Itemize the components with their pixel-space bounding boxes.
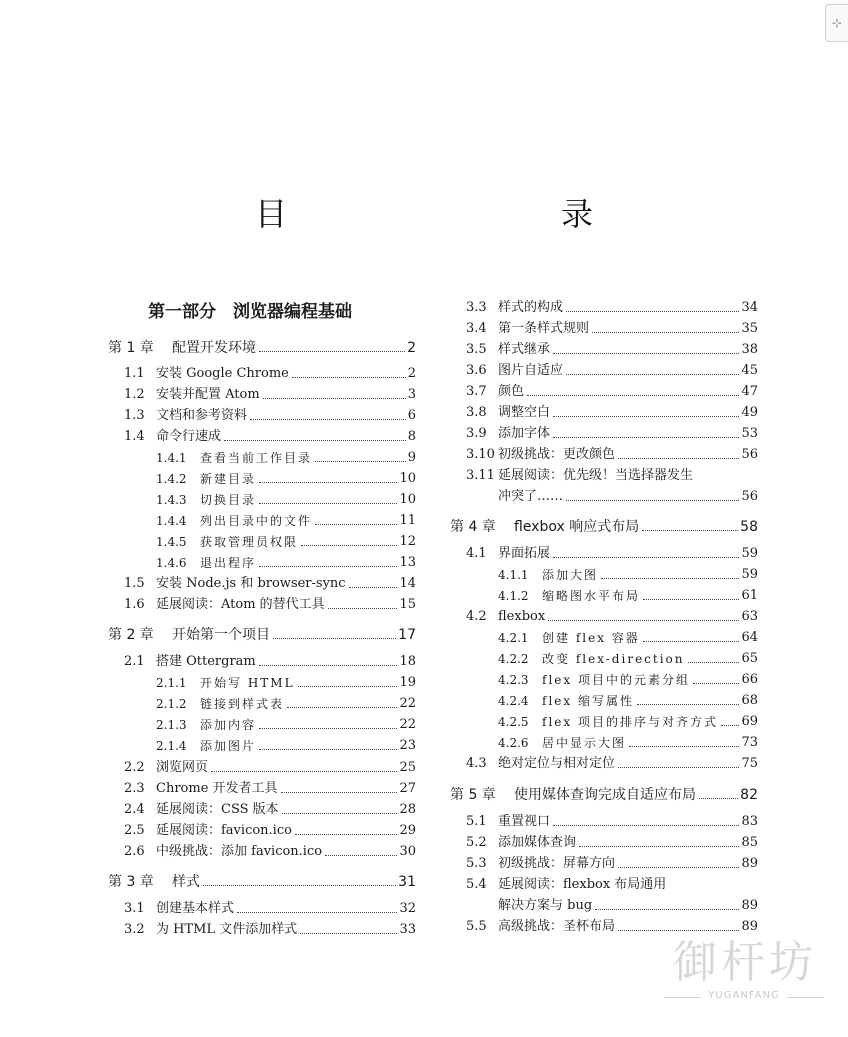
toc-entry-number: 3.3: [466, 300, 487, 315]
toc-entry-title: Chrome 开发者工具: [156, 781, 278, 796]
toc-entry-title: 文档和参考资料: [156, 408, 248, 423]
toc-entry-page: 65: [741, 651, 758, 666]
toc-entry-title: 浏览网页: [156, 760, 209, 775]
toc-leader-dots: [203, 885, 396, 886]
part-title: 第一部分 浏览器编程基础: [148, 302, 352, 322]
toc-entry-title: 缩略图水平布局: [542, 589, 641, 603]
toc-entry-title: 延展阅读：flexbox 布局通用: [498, 877, 667, 892]
toc-entry-cont: [450, 488, 758, 506]
toc-entry-number: 1.5: [124, 576, 145, 591]
toc-entry-title: 安装 Google Chrome: [156, 366, 289, 381]
toc-leader-dots: [548, 620, 739, 621]
toc-entry-sub: [108, 554, 416, 572]
toc-entry-number: 1.4.2: [156, 472, 187, 486]
toc-entry-number: 第 5 章: [450, 787, 496, 803]
toc-entry-number: 第 2 章: [108, 627, 154, 643]
toc-entry-title: 查看当前工作目录: [200, 451, 313, 465]
toc-entry-sec: [108, 921, 416, 939]
toc-entry-number: 2.1: [124, 654, 145, 669]
toc-entry-number: 第 4 章: [450, 519, 496, 535]
toc-entry-title: 切换目录: [200, 493, 257, 507]
toc-leader-dots: [629, 746, 739, 747]
toc-entry-sec: [450, 446, 758, 464]
toc-entry-title: 列出目录中的文件: [200, 514, 313, 528]
toc-entry-page: 82: [740, 787, 758, 803]
toc-entry-page: 58: [740, 519, 758, 535]
toc-entry-page: 10: [399, 492, 416, 507]
toc-entry-title: flex 项目的排序与对齐方式: [542, 715, 718, 729]
toc-entry-page: 66: [741, 672, 758, 687]
toc-entry-sec: [450, 404, 758, 422]
toc-entry-page: 6: [407, 408, 416, 423]
toc-leader-dots: [579, 846, 739, 847]
toc-leader-dots: [553, 353, 739, 354]
toc-entry-title: 中级挑战：添加 favicon.ico: [156, 844, 323, 859]
toc-entry-cont: [450, 897, 758, 915]
toc-entry-number: 3.2: [124, 922, 145, 937]
toc-entry-sec: [108, 801, 416, 819]
toc-entry-number: 4.2.6: [498, 736, 529, 750]
toc-leader-dots: [699, 798, 738, 799]
toc-entry-title: 添加字体: [498, 426, 551, 441]
toc-entry-page: 10: [399, 471, 416, 486]
toc-entry-number: 5.1: [466, 814, 487, 829]
toc-entry-sec: [108, 596, 416, 614]
toc-leader-dots: [595, 909, 739, 910]
toc-entry-page: 9: [407, 450, 416, 465]
toc-entry-page: 68: [741, 693, 758, 708]
toc-entry-title: 样式继承: [498, 342, 551, 357]
toc-leader-dots: [637, 704, 739, 705]
toc-entry-title: 居中显示大图: [542, 736, 627, 750]
toc-entry-chap: [108, 339, 416, 357]
toc-entry-title: 安装 Node.js 和 browser-sync: [156, 576, 346, 591]
toc-entry-chap: [108, 873, 416, 891]
toc-entry-sub: [108, 449, 416, 467]
toc-entry-page: 32: [399, 901, 416, 916]
toc-entry-sub: [450, 650, 758, 668]
toc-leader-dots: [301, 545, 397, 546]
toc-entry-sub: [108, 512, 416, 530]
toc-entry-title: 绝对定位与相对定位: [498, 756, 616, 771]
toc-entry-page: 23: [399, 738, 416, 753]
toc-leader-dots: [298, 686, 398, 687]
toc-entry-title: 命令行速成: [156, 429, 222, 444]
toc-entry-sub: [108, 533, 416, 551]
toc-entry-sec: [450, 299, 758, 317]
toc-entry-sec: [450, 813, 758, 831]
toc-entry-page: 47: [741, 384, 758, 399]
toc-entry-title: 高级挑战：圣杯布局: [498, 919, 616, 934]
toc-entry-number: 1.6: [124, 597, 145, 612]
toc-entry-page: 19: [399, 675, 416, 690]
toc-leader-dots: [643, 641, 740, 642]
toc-entry-sec: [450, 755, 758, 773]
toc-leader-dots: [287, 707, 397, 708]
toc-leader-dots: [295, 834, 398, 835]
toc-entry-title: 延展阅读：favicon.ico: [156, 823, 292, 838]
toc-entry-page: 11: [399, 513, 416, 528]
toc-entry-number: 4.3: [466, 756, 487, 771]
toc-entry-sec: [108, 428, 416, 446]
toc-entry-page: 31: [398, 874, 416, 890]
toc-entry-number: 1.3: [124, 408, 145, 423]
toc-entry-sec: [108, 900, 416, 918]
toc-entry-number: 5.2: [466, 835, 487, 850]
toc-entry-title: 链接到样式表: [200, 697, 285, 711]
toc-entry-page: 2: [407, 340, 416, 356]
toc-leader-dots: [259, 351, 405, 352]
toc-leader-dots: [693, 683, 739, 684]
toc-entry-sub: [450, 671, 758, 689]
toc-entry-page: 89: [741, 919, 758, 934]
toc-entry-title: 图片自适应: [498, 363, 564, 378]
toc-leader-dots: [721, 725, 739, 726]
toc-entry-page: 49: [741, 405, 758, 420]
toc-entry-number: 1.1: [124, 366, 145, 381]
toc-entry-sec: [450, 855, 758, 873]
toc-entry-number: 3.8: [466, 405, 487, 420]
toc-entry-title: 开始写 HTML: [200, 676, 295, 690]
toc-leader-dots: [211, 771, 397, 772]
toc-entry-sec: [108, 822, 416, 840]
toc-entry-title: 新建目录: [200, 472, 257, 486]
toc-entry-sub: [108, 716, 416, 734]
toc-entry-page: 35: [741, 321, 758, 336]
toc-leader-dots: [618, 767, 739, 768]
toc-entry-number: 3.5: [466, 342, 487, 357]
toc-entry-sec: [108, 365, 416, 383]
toc-entry-sec: [108, 653, 416, 671]
toc-entry-page: 18: [399, 654, 416, 669]
toc-entry-page: 30: [399, 844, 416, 859]
toc-leader-dots: [618, 867, 739, 868]
toc-leader-dots: [553, 825, 739, 826]
toc-leader-dots: [643, 599, 739, 600]
toc-leader-dots: [592, 332, 739, 333]
toc-entry-number: 3.4: [466, 321, 487, 336]
toc-entry-title: 解决方案与 bug: [498, 898, 593, 913]
toc-entry-number: 5.3: [466, 856, 487, 871]
toc-entry-title: 样式: [172, 874, 200, 890]
toc-leader-dots: [315, 524, 397, 525]
toc-entry-page: 22: [399, 717, 416, 732]
toc-entry-page: 63: [741, 609, 758, 624]
toc-entry-title: 调整空白: [498, 405, 551, 420]
toc-entry-number: 1.4.1: [156, 451, 187, 465]
toc-entry-number: 4.1.2: [498, 589, 529, 603]
toc-leader-dots: [325, 855, 397, 856]
toc-entry-page: 3: [407, 387, 416, 402]
toc-leader-dots: [553, 416, 739, 417]
toc-entry-sec: [450, 545, 758, 563]
toc-entry-title: flexbox: [498, 609, 546, 624]
toc-entry-number: 5.5: [466, 919, 487, 934]
toc-leader-dots: [250, 419, 406, 420]
toc-entry-number: 2.3: [124, 781, 145, 796]
toc-entry-number: 5.4: [466, 877, 487, 892]
toc-entry-sub: [450, 587, 758, 605]
expand-button[interactable]: [825, 4, 848, 42]
toc-entry-chap: [450, 786, 758, 804]
toc-entry-page: 29: [399, 823, 416, 838]
toc-entry-title: 开始第一个项目: [172, 627, 270, 643]
toc-entry-number: 4.2.5: [498, 715, 529, 729]
toc-entry-number: 4.2.2: [498, 652, 529, 666]
toc-leader-dots: [688, 662, 740, 663]
toc-entry-sec: [450, 425, 758, 443]
toc-entry-title: flexbox 响应式布局: [514, 519, 640, 535]
toc-entry-number: 4.1.1: [498, 568, 529, 582]
toc-entry-number: 4.2.4: [498, 694, 529, 708]
watermark-logo: 御杆坊: [673, 937, 817, 988]
toc-entry-sec: [450, 383, 758, 401]
toc-entry-sub: [450, 566, 758, 584]
toc-entry-page: 53: [741, 426, 758, 441]
toc-leader-dots: [300, 933, 397, 934]
toc-entry-page: 27: [399, 781, 416, 796]
toc-leader-dots: [259, 749, 397, 750]
toc-entry-title: 重置视口: [498, 814, 551, 829]
watermark-rule-left: [664, 997, 700, 998]
toc-entry-page: 2: [407, 366, 416, 381]
toc-entry-sub: [450, 734, 758, 752]
toc-leader-dots: [259, 503, 397, 504]
toc-entry-sec: [450, 341, 758, 359]
toc-entry-number: 3.10: [466, 447, 495, 462]
toc-entry-title: 界面拓展: [498, 546, 551, 561]
toc-entry-title: 样式的构成: [498, 300, 564, 315]
toc-entry-sec: [450, 320, 758, 338]
toc-entry-sec: [108, 575, 416, 593]
toc-entry-page: 73: [741, 735, 758, 750]
toc-entry-title: 初级挑战：屏幕方向: [498, 856, 616, 871]
toc-entry-title: 创建基本样式: [156, 901, 235, 916]
toc-leader-dots: [349, 587, 398, 588]
toc-entry-number: 2.6: [124, 844, 145, 859]
toc-entry-sec: [108, 407, 416, 425]
toc-entry-number: 1.4.5: [156, 535, 187, 549]
toc-entry-title: 安装并配置 Atom: [156, 387, 260, 402]
toc-leader-dots: [315, 461, 406, 462]
toc-entry-number: 2.2: [124, 760, 145, 775]
toc-entry-sec: [108, 780, 416, 798]
toc-entry-number: 1.4.6: [156, 556, 187, 570]
toc-entry-number: 3.7: [466, 384, 487, 399]
toc-entry-title: 改变 flex-direction: [542, 652, 685, 666]
toc-entry-title: 颜色: [498, 384, 525, 399]
toc-leader-dots: [553, 557, 739, 558]
toc-entry-number: 2.1.2: [156, 697, 187, 711]
toc-entry-page: 28: [399, 802, 416, 817]
toc-entry-sub: [108, 674, 416, 692]
toc-entry-number: 2.1.3: [156, 718, 187, 732]
toc-entry-title: 搭建 Ottergram: [156, 654, 256, 669]
toc-entry-title: 为 HTML 文件添加样式: [156, 922, 298, 937]
toc-entry-number: 2.1.1: [156, 676, 187, 690]
expand-icon: ⊹: [831, 16, 843, 30]
toc-leader-dots: [281, 792, 398, 793]
toc-entry-title: 创建 flex 容器: [542, 631, 640, 645]
toc-entry-page: 61: [741, 588, 758, 603]
toc-entry-chap: [450, 518, 758, 536]
toc-entry-number: 3.9: [466, 426, 487, 441]
toc-entry-title: 添加图片: [200, 739, 257, 753]
toc-entry-title: flex 缩写属性: [542, 694, 634, 708]
toc-leader-dots: [282, 813, 398, 814]
toc-entry-page: 33: [399, 922, 416, 937]
toc-entry-sub: [450, 629, 758, 647]
toc-entry-title: 延展阅读：CSS 版本: [156, 802, 279, 817]
toc-leader-dots: [224, 440, 406, 441]
toc-leader-dots: [259, 566, 397, 567]
toc-entry-page: 45: [741, 363, 758, 378]
toc-entry-number: 4.2.3: [498, 673, 529, 687]
toc-entry-page: 59: [741, 546, 758, 561]
toc-entry-page: 22: [399, 696, 416, 711]
page-title: 目 录: [254, 195, 663, 233]
toc-entry-sub: [450, 692, 758, 710]
toc-entry-sec: [450, 876, 758, 894]
toc-entry-page: 64: [741, 630, 758, 645]
toc-entry-title: 添加媒体查询: [498, 835, 577, 850]
toc-entry-title: 初级挑战：更改颜色: [498, 447, 616, 462]
toc-leader-dots: [566, 374, 739, 375]
toc-leader-dots: [273, 638, 396, 639]
toc-entry-number: 1.4: [124, 429, 145, 444]
toc-entry-title: 冲突了……: [498, 489, 564, 504]
toc-leader-dots: [328, 608, 398, 609]
toc-entry-sub: [108, 737, 416, 755]
toc-entry-title: 延展阅读：Atom 的替代工具: [156, 597, 325, 612]
toc-entry-number: 1.4.4: [156, 514, 187, 528]
toc-entry-number: 1.2: [124, 387, 145, 402]
toc-entry-number: 3.6: [466, 363, 487, 378]
toc-entry-title: 使用媒体查询完成自适应布局: [514, 787, 696, 803]
toc-entry-sec: [450, 608, 758, 626]
toc-entry-page: 69: [741, 714, 758, 729]
toc-entry-number: 1.4.3: [156, 493, 187, 507]
toc-entry-title: flex 项目中的元素分组: [542, 673, 690, 687]
toc-entry-sec: [108, 843, 416, 861]
toc-entry-chap: [108, 626, 416, 644]
toc-entry-page: 89: [741, 898, 758, 913]
toc-entry-page: 34: [741, 300, 758, 315]
toc-entry-title: 配置开发环境: [172, 340, 256, 356]
toc-leader-dots: [292, 377, 406, 378]
toc-entry-title: 添加内容: [200, 718, 257, 732]
toc-entry-number: 第 1 章: [108, 340, 154, 356]
toc-entry-page: 56: [741, 489, 758, 504]
toc-leader-dots: [527, 395, 739, 396]
toc-entry-number: 2.1.4: [156, 739, 187, 753]
toc-entry-page: 17: [398, 627, 416, 643]
toc-entry-sub: [108, 695, 416, 713]
toc-entry-page: 12: [399, 534, 416, 549]
toc-entry-title: 延展阅读：优先级！当选择器发生: [498, 468, 694, 483]
toc-leader-dots: [259, 728, 397, 729]
toc-entry-page: 83: [741, 814, 758, 829]
toc-entry-sec: [450, 834, 758, 852]
toc-entry-sec: [450, 467, 758, 485]
toc-leader-dots: [259, 482, 397, 483]
toc-entry-sec: [450, 362, 758, 380]
toc-entry-sub: [108, 470, 416, 488]
toc-leader-dots: [618, 458, 739, 459]
toc-leader-dots: [237, 912, 397, 913]
toc-entry-number: 4.2: [466, 609, 487, 624]
toc-entry-number: 4.1: [466, 546, 487, 561]
toc-entry-page: 75: [741, 756, 758, 771]
toc-leader-dots: [566, 500, 739, 501]
toc-leader-dots: [259, 665, 398, 666]
toc-entry-page: 59: [741, 567, 758, 582]
toc-leader-dots: [601, 578, 739, 579]
toc-entry-page: 14: [399, 576, 416, 591]
toc-entry-page: 56: [741, 447, 758, 462]
toc-leader-dots: [566, 311, 739, 312]
toc-entry-number: 2.5: [124, 823, 145, 838]
toc-entry-number: 2.4: [124, 802, 145, 817]
toc-entry-number: 第 3 章: [108, 874, 154, 890]
watermark-rule-right: [788, 997, 824, 998]
toc-entry-sub: [450, 713, 758, 731]
toc-leader-dots: [553, 437, 739, 438]
toc-entry-number: 3.1: [124, 901, 145, 916]
watermark: [660, 926, 830, 1016]
toc-entry-sec: [108, 386, 416, 404]
toc-entry-page: 8: [407, 429, 416, 444]
toc-entry-page: 13: [399, 555, 416, 570]
toc-entry-sub: [108, 491, 416, 509]
watermark-subtext: YUGANFANG: [708, 990, 780, 1001]
toc-leader-dots: [642, 530, 738, 531]
toc-leader-dots: [263, 398, 406, 399]
toc-entry-title: 获取管理员权限: [200, 535, 299, 549]
toc-entry-number: 4.2.1: [498, 631, 529, 645]
toc-entry-title: 第一条样式规则: [498, 321, 590, 336]
toc-entry-page: 89: [741, 856, 758, 871]
toc-entry-sec: [108, 759, 416, 777]
toc-entry-page: 38: [741, 342, 758, 357]
toc-entry-title: 添加大图: [542, 568, 599, 582]
toc-entry-page: 85: [741, 835, 758, 850]
toc-entry-number: 3.11: [466, 468, 495, 483]
toc-entry-page: 15: [399, 597, 416, 612]
toc-entry-page: 25: [399, 760, 416, 775]
toc-entry-title: 退出程序: [200, 556, 257, 570]
